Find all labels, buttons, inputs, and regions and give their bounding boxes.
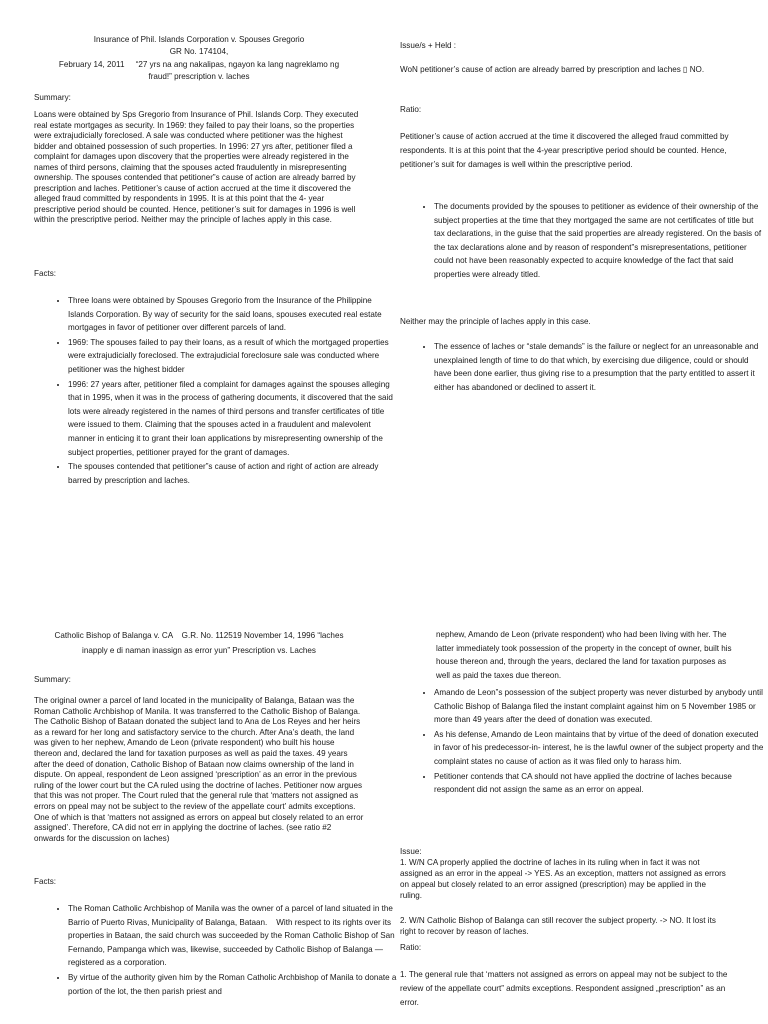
case1-title-line2: GR No. 174104,	[169, 47, 229, 57]
case2-summary-label: Summary:	[34, 675, 71, 684]
list-item: • 1996: 27 years after, petitioner filed a complaint for damages against the spouses alleging that in 1995, when it was in the process of gathering documents, it discovered that the said lots were already registered in the names of third persons and transfer certificates of title were issued to them. Claiming that the spouses acted in a fraudulent and malevolent manner in enticing it to grant their loan applications by misrepresenting ownership of the subject properties, petitioner prayed for the grant of damages.	[68, 378, 398, 460]
case1-laches-text: Neither may the principle of laches apply in this case.	[400, 317, 591, 326]
case2-ratio-label: Ratio:	[400, 943, 422, 952]
case1-ratio-list	[400, 200, 764, 283]
case1-summary-label: Summary:	[34, 93, 71, 102]
case1-facts-list	[34, 294, 398, 488]
list-item: • The essence of laches or “stale demands” is the failure or neglect for an unreasonable and unexplained length of time to do that which, by exercising due diligence, could or should have been done earlier, thus giving rise to a presumption that the party entitled to assert it either has abandoned or declined to assert it.	[434, 340, 764, 394]
case1-issue-label: Issue/s + Held :	[400, 41, 457, 50]
case1-title-line4: fraud!” prescription v. laches	[148, 71, 250, 81]
case2-facts-continued: nephew, Amando de Leon (private respondent) who had been living with her. The latter immediately took possession of the property in the concept of owner, built his house thereon and, through the years, declared the land for taxation purposes as well as paid the taxes due thereon.	[436, 630, 732, 680]
list-item: • The Roman Catholic Archbishop of Manila was the owner of a parcel of land situated in the Barrio of Puerto Rivas, Municipality of Balanga, Bataan. With respect to its rights over its properties in Bataan, the said church was succeeded by the Roman Catholic Bishop of San Fernando, Pampanga which was, likewise, succeeded by Catholic Bishop of Balanga — registered as a corporation.	[68, 902, 398, 970]
list-item: • 1969: The spouses failed to pay their loans, as a result of which the mortgaged properties were extrajudicially foreclosed. The extrajudicial foreclosure sale was conducted where petitioner was the highest bidder	[68, 336, 398, 377]
case2-summary-text: The original owner a parcel of land located in the municipality of Balanga, Bataan was the Roman Catholic Archbishop of Manila. It was transferred to the Catholic Bishop of Balanga. The Catholic Bishop of Bataan donated the subject land to Ana de Los Reyes and her heirs as a reward for her long and satisfactory service to the church. After Ana’s death, the land was given to her nephew, Amando de Leon (private respondent) who built his house thereon and, declared the land for taxation purposes as well as paid the taxes. 49 years after the deed of donation, Catholic Bishop of Bataan now claims ownership of the land in dispute. On appeal, respondent de Leon assigned ‘prescription’ as an error in the previous ruling of the lower court but the CA ruled using the doctrine of laches. Petitioner now argues that this was not proper. The Court ruled that the general rule that ‘matters not assigned as errors on ppeal may not be subject to the review of the appellate court’ admits exceptions. One of which is that ‘matters not assigned as errors on appeal but closely related to an error assigned’. Therefore, CA did not err in applying the doctrine of laches. (see ratio #2 onwards for the discussion on laches)	[34, 696, 364, 843]
case1-facts-label: Facts:	[34, 269, 57, 278]
case1-title	[34, 34, 364, 83]
case1-title-line1: Insurance of Phil. Islands Corporation v. Spouses Gregorio	[93, 35, 305, 44]
case2-title-line2: inapply e di naman inassign as error yun” Prescription vs. Laches	[82, 646, 316, 656]
case2-title-line1: Catholic Bishop of Balanga v. CA G.R. No. 112519 November 14, 1996 “laches	[54, 631, 344, 640]
case2-issue-label: Issue:	[400, 847, 422, 856]
case1-issue-text: WoN petitioner’s cause of action are already barred by prescription and laches ▯ NO.	[400, 65, 705, 74]
case2-facts-label: Facts:	[34, 877, 57, 886]
list-item: • As his defense, Amando de Leon maintains that by virtue of the deed of donation executed in favor of his predecessor-in- interest, he is the lawful owner of the subject property and the complaint states no cause of action as it was filed only to harass him.	[434, 728, 764, 769]
list-item: • The spouses contended that petitioner”s cause of action and right of action are already barred by prescription and laches.	[68, 460, 398, 487]
list-item: • By virtue of the authority given him by the Roman Catholic Archbishop of Manila to donate a portion of the lot, the then parish priest and	[68, 971, 398, 998]
case2-issue-1: 1. W/N CA properly applied the doctrine of laches in its ruling when in fact it was not assigned as an error in the appeal -> YES. As an exception, matters not assigned as errors on appeal but closely related to an error assigned (prescription) may be applied in the ruling.	[400, 858, 726, 900]
case2-ratio-1: 1. The general rule that ‘matters not assigned as errors on appeal may not be subject to the review of the appellate court” admits exceptions. Respondent assigned „prescription” as an error.	[400, 970, 728, 1007]
case2-title	[34, 628, 364, 659]
case1-ratio-label: Ratio:	[400, 105, 422, 114]
list-item: • The documents provided by the spouses to petitioner as evidence of their ownership of the subject properties at the time that they mortgaged the same are not certificates of title but tax declarations, in the guise that the said properties are already registered. On the basis of the tax declarations alone and by reason of respondent”s misrepresentations, petitioner could not have been reasonably expected to acquire knowledge of the fact that said properties were already titled.	[434, 200, 764, 282]
list-item: • Three loans were obtained by Spouses Gregorio from the Insurance of the Philippine Islands Corporation. By way of security for the said loans, spouses executed real estate mortgages in favor of petitioner over different parcels of land.	[68, 294, 398, 335]
case2-facts-list	[34, 902, 398, 999]
list-item: • Amando de Leon”s possession of the subject property was never disturbed by anybody until Catholic Bishop of Balanga filed the instant complaint against him on 5 November 1985 or more than 49 years after the deed of donation was executed.	[434, 686, 764, 727]
case1-ratio-text: Petitioner’s cause of action accrued at the time it discovered the alleged fraud committed by respondents. It is at this point that the 4-year prescriptive period should be counted. Hence, petitioner’s suit for damages is well within the prescriptive period.	[400, 132, 729, 169]
case2-issue-2: 2. W/N Catholic Bishop of Balanga can still recover the subject property. -> NO. It lost its right to recover by reason of laches.	[400, 916, 716, 936]
case1-summary-text: Loans were obtained by Sps Gregorio from Insurance of Phil. Islands Corp. They executed real estate mortgages as security. In 1969: they failed to pay their loans, so the properties were extrajudicially foreclosed. A sale was conducted where petitioner was the highest bidder and obtained possession of such properties. In 1996: 27 yrs after, petitioner filed a complaint for damages upon discovery that the properties were already registered in the names of third persons, claiming that the spouses acted fraudulently in misrepresenting ownership. The spouses contended that petitioner”s cause of action are already barred by prescription and laches. Petitioner’s cause of action accrued at the time it discovered the alleged fraud committed by respondents in 1995. It is at this point that the 4- year prescriptive period should be counted. Hence, petitioner’s suit for damages in 1996 is well within the prescriptive period. Neither may the principle of laches apply in this case.	[34, 110, 359, 225]
case1-laches-list	[400, 340, 764, 395]
case2-facts-right-list	[400, 686, 764, 798]
list-item: • Petitioner contends that CA should not have applied the doctrine of laches because respondent did not assign the same as an error on appeal.	[434, 770, 764, 797]
case1-title-line3: February 14, 2011 “27 yrs na ang nakalipas, ngayon ka lang nagreklamo ng	[58, 59, 340, 69]
